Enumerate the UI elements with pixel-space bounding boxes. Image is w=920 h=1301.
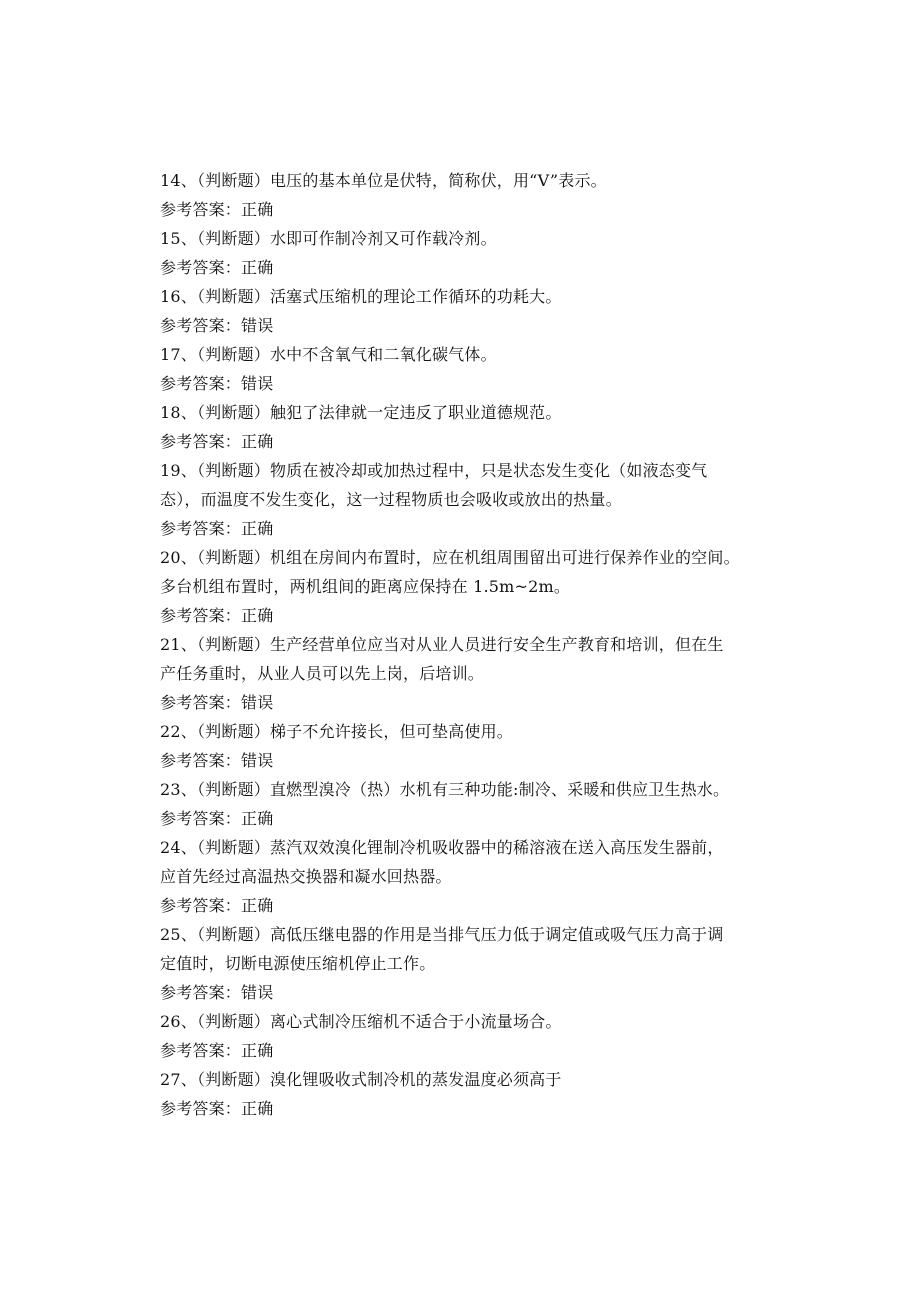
question-type: （判断题）: [196, 229, 270, 248]
question-text: 生产经营单位应当对从业人员进行安全生产教育和培训，但在生: [269, 635, 724, 654]
question-continuation-line: [160, 949, 770, 978]
answer-label: 参考答案：: [160, 983, 242, 1002]
question-block: [160, 282, 770, 340]
answer-value: 正确: [241, 1041, 274, 1060]
question-number: 19、: [160, 461, 197, 480]
answer-line: [160, 688, 770, 717]
question-type: （判断题）: [196, 722, 270, 741]
question-line: [160, 398, 770, 427]
question-line: [160, 282, 770, 311]
answer-value: 正确: [241, 432, 274, 451]
answer-line: [160, 746, 770, 775]
answer-line: [160, 1094, 770, 1123]
question-line: [160, 224, 770, 253]
question-text: 应首先经过高温热交换器和凝水回热器。: [160, 867, 452, 886]
answer-value: 错误: [241, 983, 274, 1002]
question-text: 蒸汽双效溴化锂制冷机吸收器中的稀溶液在送入高压发生器前，: [269, 838, 724, 857]
question-line: [160, 1065, 770, 1094]
question-text: 触犯了法律就一定违反了职业道德规范。: [269, 403, 562, 422]
answer-line: [160, 195, 770, 224]
question-number: 14、: [160, 171, 197, 190]
answer-label: 参考答案：: [160, 1099, 242, 1118]
question-line: [160, 1007, 770, 1036]
question-text: 水即可作制冷剂又可作载冷剂。: [269, 229, 497, 248]
question-text: 机组在房间内布置时，应在机组周围留出可进行保养作业的空间。: [269, 548, 740, 567]
question-continuation-line: [160, 862, 770, 891]
answer-value: 正确: [241, 519, 274, 538]
answer-line: [160, 514, 770, 543]
question-text: 电压的基本单位是伏特，简称伏，用“V”表示。: [269, 171, 607, 190]
answer-label: 参考答案：: [160, 606, 242, 625]
answer-line: [160, 601, 770, 630]
question-continuation-line: [160, 659, 770, 688]
question-type: （判断题）: [196, 780, 270, 799]
question-line: [160, 630, 770, 659]
question-block: [160, 340, 770, 398]
question-text: 定值时，切断电源使压缩机停止工作。: [160, 954, 436, 973]
question-block: [160, 398, 770, 456]
question-line: [160, 775, 770, 804]
question-line: [160, 920, 770, 949]
question-text: 产任务重时，从业人员可以先上岗，后培训。: [160, 664, 485, 683]
answer-line: [160, 253, 770, 282]
question-text: 梯子不允许接长，但可垫高使用。: [269, 722, 513, 741]
question-line: [160, 456, 770, 485]
question-type: （判断题）: [196, 838, 270, 857]
answer-label: 参考答案：: [160, 519, 242, 538]
answer-value: 错误: [241, 751, 274, 770]
question-type: （判断题）: [196, 287, 270, 306]
question-block: [160, 1065, 770, 1123]
question-type: （判断题）: [196, 925, 270, 944]
question-text: 水中不含氧气和二氧化碳气体。: [269, 345, 497, 364]
question-type: （判断题）: [196, 345, 270, 364]
question-text: 高低压继电器的作用是当排气压力低于调定值或吸气压力高于调: [269, 925, 724, 944]
question-number: 17、: [160, 345, 197, 364]
question-line: [160, 340, 770, 369]
question-number: 15、: [160, 229, 197, 248]
answer-label: 参考答案：: [160, 258, 242, 277]
question-type: （判断题）: [196, 635, 270, 654]
question-number: 25、: [160, 925, 197, 944]
answer-line: [160, 311, 770, 340]
question-type: （判断题）: [196, 1012, 270, 1031]
answer-label: 参考答案：: [160, 896, 242, 915]
answer-label: 参考答案：: [160, 316, 242, 335]
question-type: （判断题）: [196, 403, 270, 422]
question-number: 18、: [160, 403, 197, 422]
answer-value: 正确: [241, 258, 274, 277]
question-number: 22、: [160, 722, 197, 741]
answer-value: 错误: [241, 316, 274, 335]
question-continuation-line: [160, 572, 770, 601]
question-line: [160, 543, 770, 572]
answer-label: 参考答案：: [160, 374, 242, 393]
answer-line: [160, 978, 770, 1007]
answer-line: [160, 427, 770, 456]
answer-value: 错误: [241, 374, 274, 393]
answer-value: 正确: [241, 200, 274, 219]
question-text: 多台机组布置时，两机组间的距离应保持在 1.5m~2m。: [160, 577, 571, 596]
question-block: [160, 1007, 770, 1065]
question-block: [160, 456, 770, 543]
question-number: 26、: [160, 1012, 197, 1031]
question-block: [160, 630, 770, 717]
answer-value: 错误: [241, 693, 274, 712]
question-number: 27、: [160, 1070, 197, 1089]
question-text: 离心式制冷压缩机不适合于小流量场合。: [269, 1012, 562, 1031]
question-line: [160, 717, 770, 746]
question-continuation-line: [160, 485, 770, 514]
question-text: 物质在被冷却或加热过程中，只是状态发生变化（如液态变气: [269, 461, 708, 480]
question-type: （判断题）: [196, 461, 270, 480]
answer-value: 正确: [241, 606, 274, 625]
answer-label: 参考答案：: [160, 693, 242, 712]
question-line: [160, 166, 770, 195]
document-page: [160, 166, 770, 1123]
answer-label: 参考答案：: [160, 1041, 242, 1060]
question-type: （判断题）: [196, 548, 270, 567]
question-type: （判断题）: [196, 1070, 270, 1089]
question-block: [160, 833, 770, 920]
question-number: 16、: [160, 287, 197, 306]
question-block: [160, 166, 770, 224]
answer-value: 正确: [241, 896, 274, 915]
answer-label: 参考答案：: [160, 200, 242, 219]
answer-label: 参考答案：: [160, 432, 242, 451]
answer-value: 正确: [241, 1099, 274, 1118]
question-line: [160, 833, 770, 862]
question-text: 活塞式压缩机的理论工作循环的功耗大。: [269, 287, 562, 306]
question-text: 溴化锂吸收式制冷机的蒸发温度必须高于: [269, 1070, 562, 1089]
question-block: [160, 920, 770, 1007]
answer-line: [160, 804, 770, 833]
question-block: [160, 717, 770, 775]
question-number: 20、: [160, 548, 197, 567]
question-number: 24、: [160, 838, 197, 857]
question-block: [160, 224, 770, 282]
question-block: [160, 775, 770, 833]
question-number: 21、: [160, 635, 197, 654]
question-text: 直燃型溴冷（热）水机有三种功能:制冷、采暖和供应卫生热水。: [269, 780, 730, 799]
answer-value: 正确: [241, 809, 274, 828]
answer-line: [160, 1036, 770, 1065]
question-block: [160, 543, 770, 630]
answer-label: 参考答案：: [160, 809, 242, 828]
question-text: 态），而温度不发生变化，这一过程物质也会吸收或放出的热量。: [160, 490, 622, 509]
question-number: 23、: [160, 780, 197, 799]
answer-label: 参考答案：: [160, 751, 242, 770]
answer-line: [160, 369, 770, 398]
answer-line: [160, 891, 770, 920]
question-type: （判断题）: [196, 171, 270, 190]
